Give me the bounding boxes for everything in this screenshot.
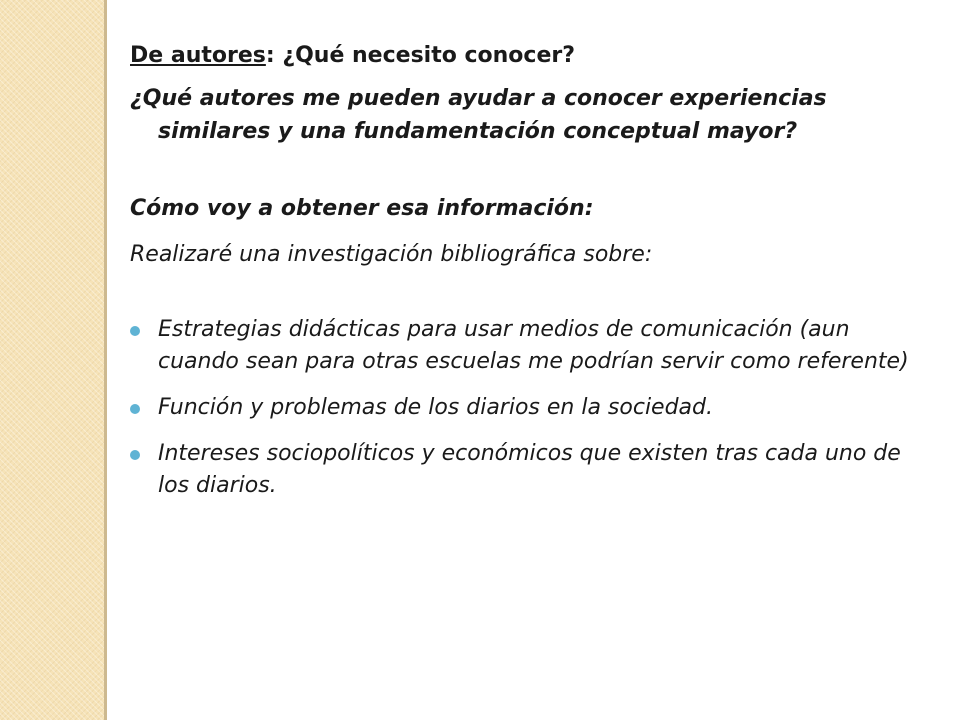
list-item bbox=[130, 392, 920, 424]
list-item bbox=[130, 314, 920, 378]
list-item-text: Función y problemas de los diarios en la sociedad. bbox=[158, 395, 713, 420]
bullet-icon bbox=[130, 404, 140, 414]
slide-content bbox=[130, 42, 920, 516]
method-heading: Cómo voy a obtener esa información: bbox=[130, 196, 594, 221]
list-item bbox=[130, 438, 920, 502]
guiding-question: ¿Qué autores me pueden ayudar a conocer experiencias similares y una fundamentación conceptual mayor? bbox=[130, 86, 827, 144]
heading-question: : ¿Qué necesito conocer? bbox=[265, 43, 575, 68]
decorative-side-band bbox=[0, 0, 104, 720]
heading-underlined-label: De autores bbox=[130, 43, 266, 68]
bullet-icon bbox=[130, 326, 140, 336]
bullet-icon bbox=[130, 450, 140, 460]
topic-list bbox=[130, 314, 920, 502]
side-divider-line bbox=[104, 0, 107, 720]
section-heading bbox=[130, 42, 920, 70]
list-item-text: Estrategias didácticas para usar medios de comunicación (aun cuando sean para otras escuelas me podrían servir como referente) bbox=[158, 317, 909, 374]
method-intro: Realizaré una investigación bibliográfica sobre: bbox=[130, 242, 653, 267]
list-item-text: Intereses sociopolíticos y económicos que existen tras cada uno de los diarios. bbox=[158, 441, 901, 498]
